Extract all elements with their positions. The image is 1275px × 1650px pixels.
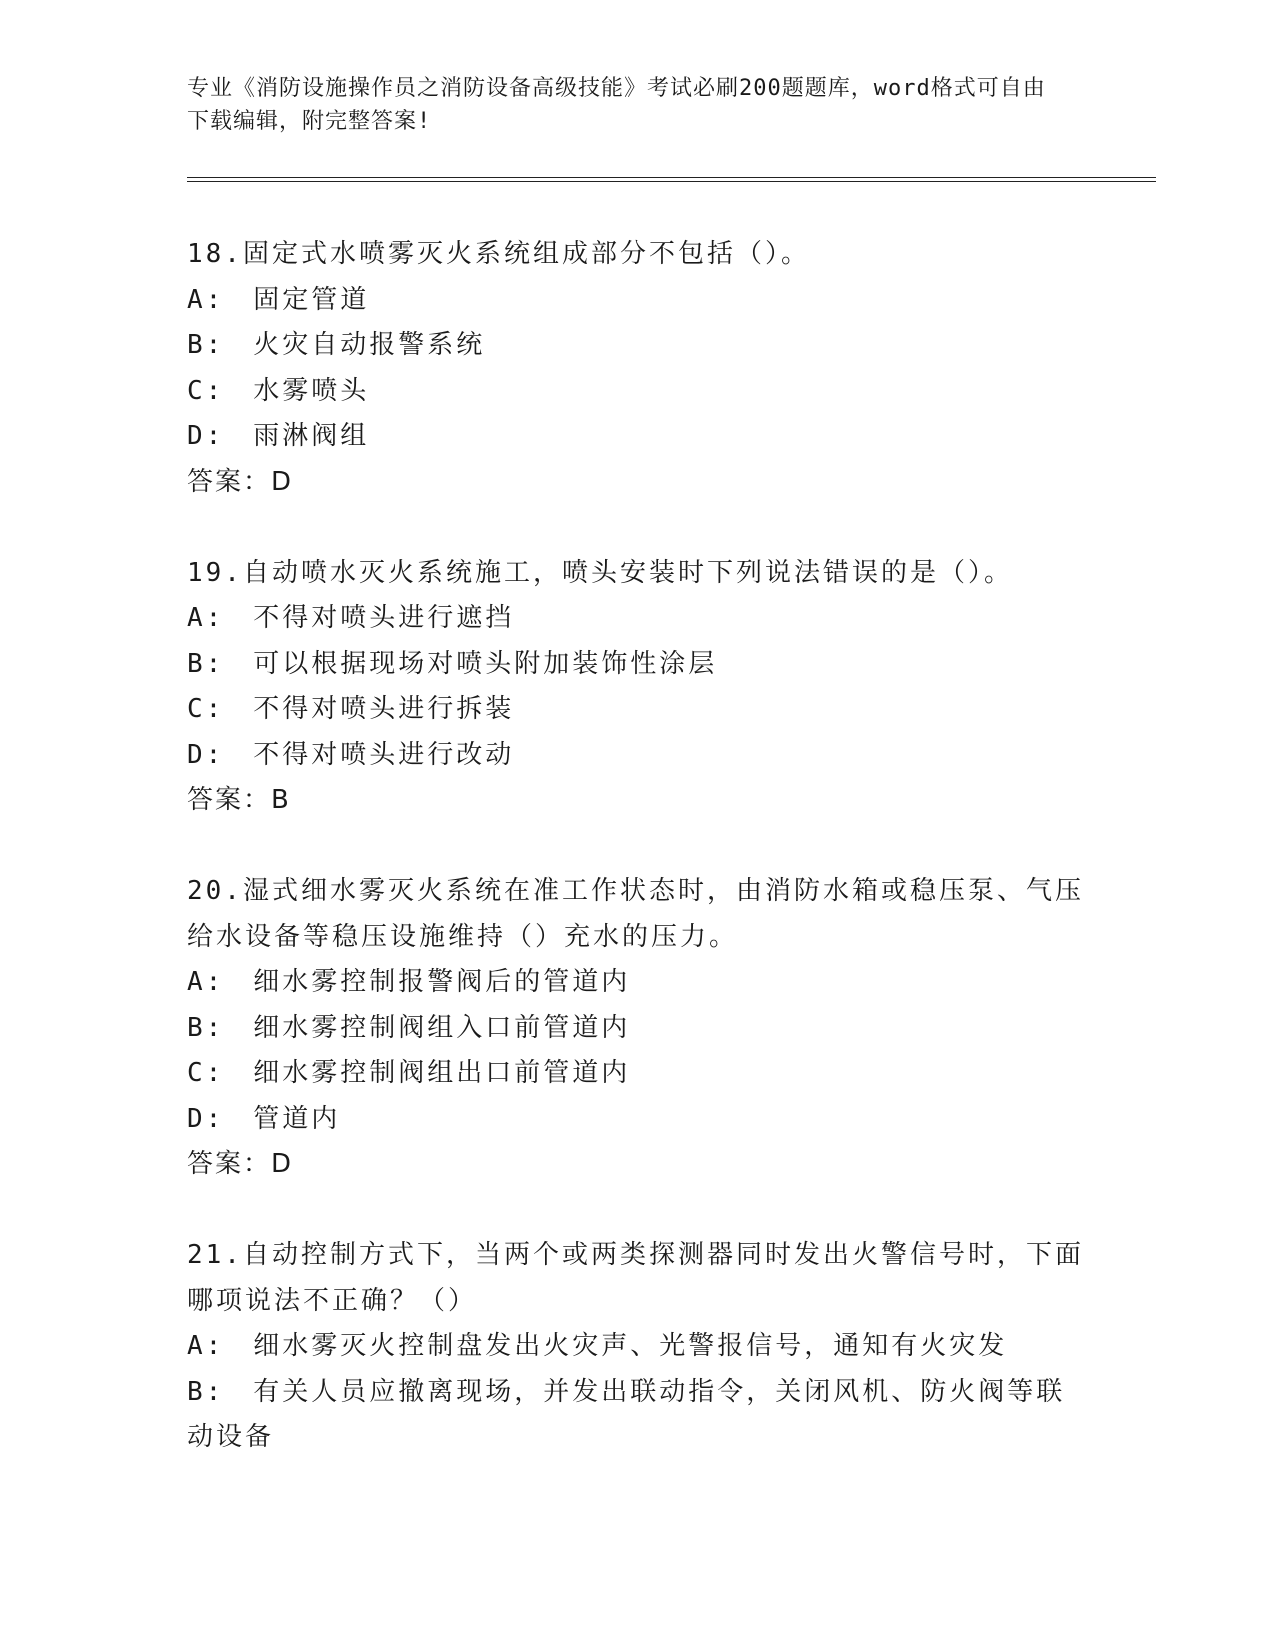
question-stem: 18.固定式水喷雾灭火系统组成部分不包括（）。	[187, 239, 810, 269]
question-list	[187, 232, 1087, 1507]
option-d: D: 雨淋阀组	[187, 421, 370, 451]
option-c: C: 不得对喷头进行拆装	[187, 694, 515, 724]
question-stem: 20.湿式细水雾灭火系统在准工作状态时，由消防水箱或稳压泵、气压给水设备等稳压设施维持（）充水的压力。	[187, 876, 1084, 952]
answer: 答案：B	[187, 785, 291, 815]
option-c: C: 水雾喷头	[187, 375, 370, 406]
question-20	[187, 869, 1087, 1187]
option-c: C: 细水雾控制阀组出口前管道内	[187, 1058, 631, 1088]
option-a: A: 不得对喷头进行遮挡	[187, 603, 515, 633]
question-stem: 19.自动喷水灭火系统施工，喷头安装时下列说法错误的是（）。	[187, 557, 1013, 588]
document-header: 专业《消防设施操作员之消防设备高级技能》考试必刷200题题库，word格式可自由下载编辑，附完整答案!	[187, 76, 1046, 134]
question-18	[187, 232, 1087, 505]
option-b: B: 火灾自动报警系统	[187, 330, 486, 360]
question-stem: 21.自动控制方式下，当两个或两类探测器同时发出火警信号时，下面哪项说法不正确？（）	[187, 1240, 1084, 1316]
header-divider	[187, 177, 1156, 182]
option-a: A: 固定管道	[187, 284, 370, 315]
answer: 答案：D	[187, 1149, 294, 1179]
answer: 答案：D	[187, 466, 294, 497]
question-19	[187, 551, 1087, 824]
question-21	[187, 1233, 1087, 1461]
option-a: A: 细水雾灭火控制盘发出火灾声、光警报信号，通知有火灾发	[187, 1331, 1008, 1361]
option-b: B: 有关人员应撤离现场，并发出联动指令，关闭风机、防火阀等联动设备	[187, 1376, 1066, 1452]
option-b: B: 可以根据现场对喷头附加装饰性涂层	[187, 648, 718, 679]
option-d: D: 管道内	[187, 1103, 341, 1134]
option-a: A: 细水雾控制报警阀后的管道内	[187, 967, 631, 997]
option-d: D: 不得对喷头进行改动	[187, 739, 515, 770]
option-b: B: 细水雾控制阀组入口前管道内	[187, 1012, 631, 1043]
